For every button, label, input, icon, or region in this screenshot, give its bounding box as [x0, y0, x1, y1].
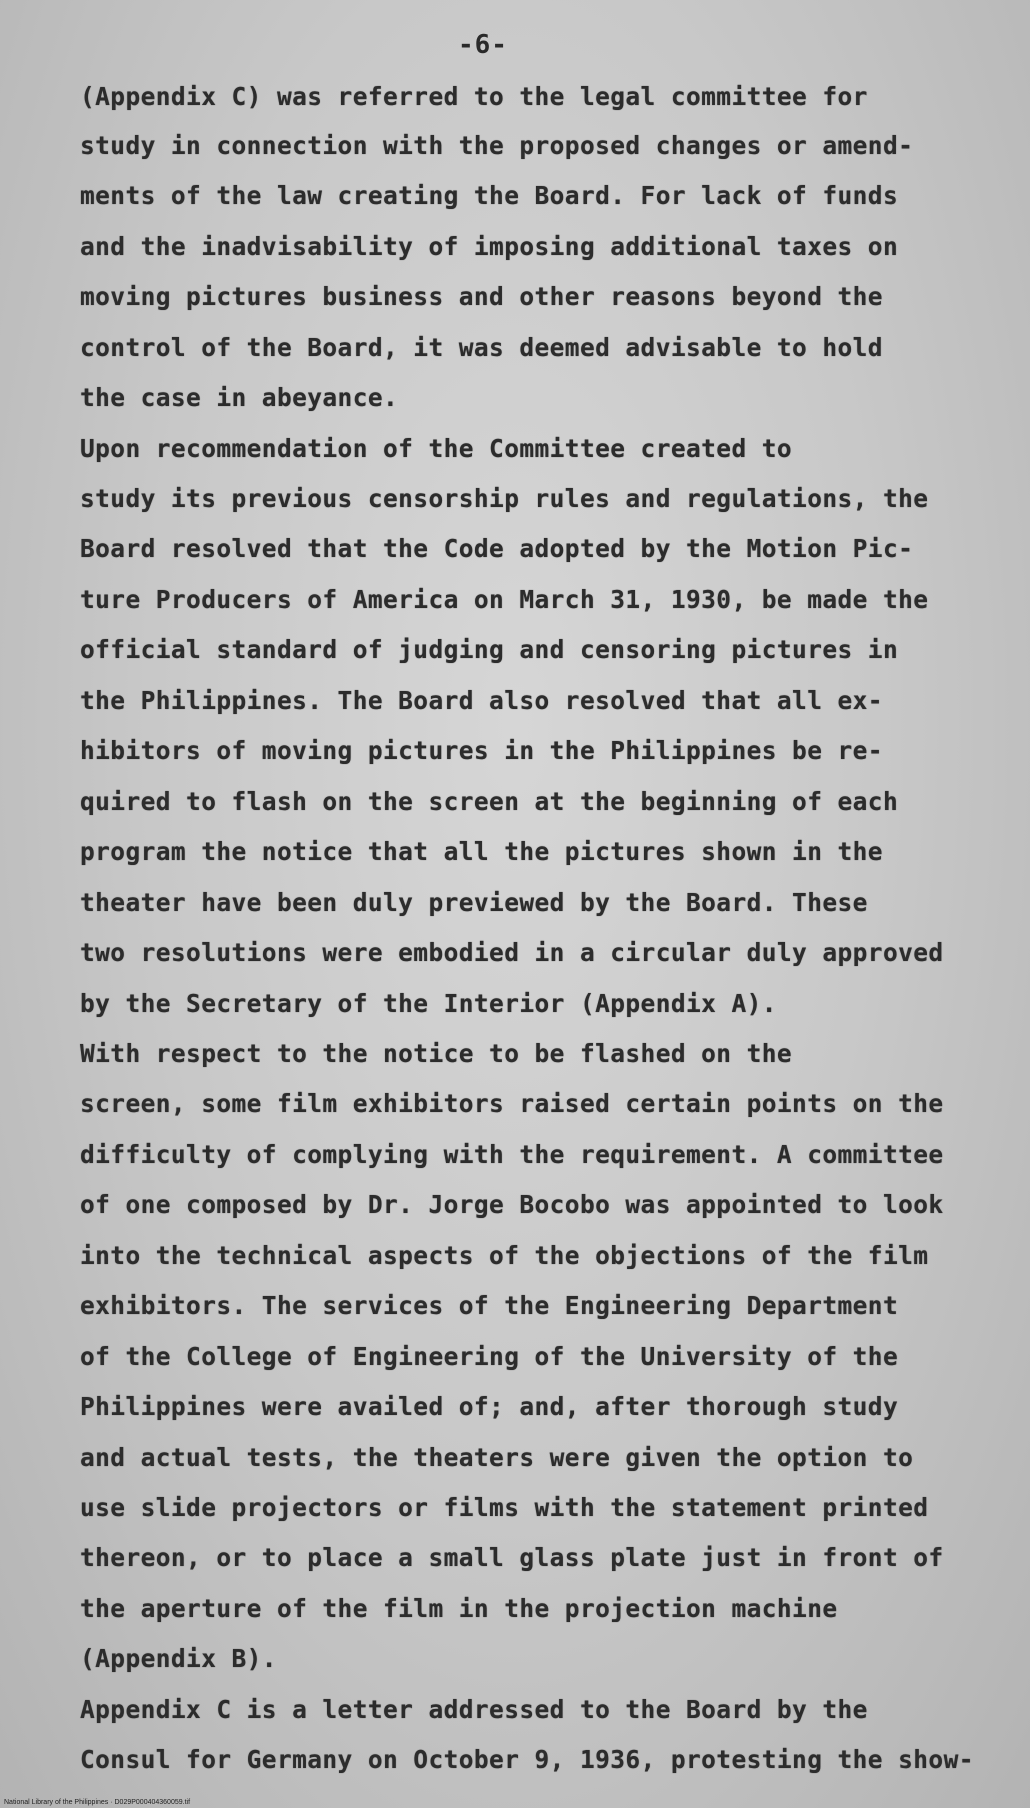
text-line-10: Board resolved that the Code adopted by the Motion Pic- [80, 534, 914, 563]
text-line-16: program the notice that all the pictures shown in the [80, 837, 883, 866]
text-line-24: into the technical aspects of the objections of the film [80, 1241, 929, 1270]
text-line-34: Consul for Germany on October 9, 1936, protesting the show- [80, 1745, 974, 1774]
text-line-26: of the College of Engineering of the University of the [80, 1342, 899, 1371]
text-line-29: use slide projectors or films with the statement printed [80, 1493, 929, 1522]
text-line-13: the Philippines. The Board also resolved that all ex- [80, 686, 883, 715]
text-line-14: hibitors of moving pictures in the Philippines be re- [80, 736, 883, 765]
archive-footer: National Library of the Philippines · D029P000404360059.tif [4, 1799, 191, 1806]
text-line-21: screen, some film exhibitors raised certain points on the [80, 1089, 944, 1118]
text-line-23: of one composed by Dr. Jorge Bocobo was appointed to look [80, 1190, 944, 1219]
text-line-6: control of the Board, it was deemed advisable to hold [80, 333, 883, 362]
text-line-25: exhibitors. The services of the Engineering Department [80, 1291, 899, 1320]
text-line-27: Philippines were availed of; and, after thorough study [80, 1392, 899, 1421]
text-line-22: difficulty of complying with the requirement. A committee [80, 1140, 944, 1169]
text-line-33: Appendix C is a letter addressed to the Board by the [80, 1695, 868, 1724]
text-line-12: official standard of judging and censoring pictures in [80, 635, 899, 664]
text-line-9: study its previous censorship rules and regulations, the [80, 484, 929, 513]
text-line-5: moving pictures business and other reasons beyond the [80, 282, 883, 311]
text-line-32: (Appendix B). [80, 1644, 277, 1673]
text-line-1: (Appendix C) was referred to the legal committee for [80, 82, 868, 111]
page-number: -6- [458, 30, 508, 60]
text-line-11: ture Producers of America on March 31, 1930, be made the [80, 585, 929, 614]
text-line-31: the aperture of the film in the projection machine [80, 1594, 838, 1623]
text-line-18: two resolutions were embodied in a circular duly approved [80, 938, 944, 967]
text-line-3: ments of the law creating the Board. For lack of funds [80, 181, 899, 210]
text-line-30: thereon, or to place a small glass plate just in front of [80, 1543, 944, 1572]
text-line-28: and actual tests, the theaters were given the option to [80, 1443, 914, 1472]
text-line-19: by the Secretary of the Interior (Appendix A). [80, 989, 777, 1018]
text-line-15: quired to flash on the screen at the beginning of each [80, 787, 899, 816]
text-line-20: With respect to the notice to be flashed on the [80, 1039, 793, 1068]
text-line-7: the case in abeyance. [80, 383, 399, 412]
text-line-2: study in connection with the proposed changes or amend- [80, 131, 914, 160]
text-line-4: and the inadvisability of imposing additional taxes on [80, 232, 899, 261]
text-line-17: theater have been duly previewed by the Board. These [80, 888, 868, 917]
text-line-8: Upon recommendation of the Committee created to [80, 434, 793, 463]
